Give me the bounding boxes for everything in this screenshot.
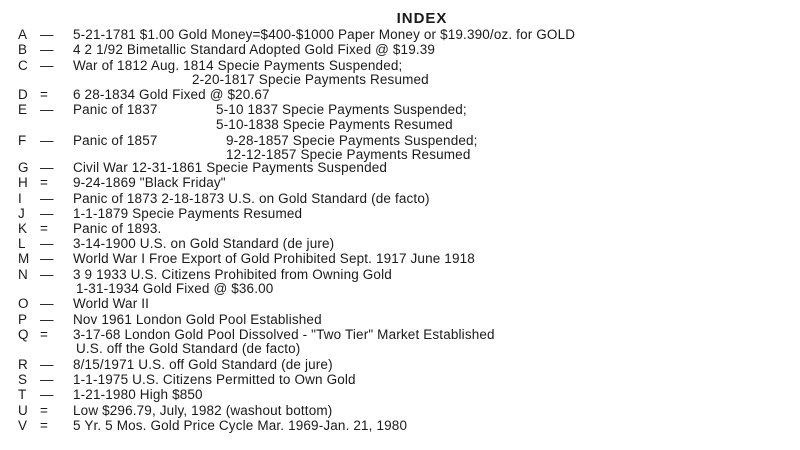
entry-letter: J xyxy=(18,206,25,221)
entry-dash: = xyxy=(40,418,49,433)
entry-dash: — xyxy=(40,206,54,221)
entry-dash: — xyxy=(40,251,54,266)
entry-letter: O xyxy=(18,296,29,311)
entry-dash: = xyxy=(40,221,49,236)
entry-letter: Q xyxy=(18,327,29,342)
entry-text: 8/15/1971 U.S. off Gold Standard (de jure) xyxy=(73,357,333,372)
entry-dash: = xyxy=(40,327,49,342)
entry-dash: — xyxy=(40,357,54,372)
entry-dash: — xyxy=(40,102,54,117)
entry-text: War of 1812 Aug. 1814 Specie Payments Suspended; xyxy=(73,58,403,73)
entry-letter: F xyxy=(18,133,27,148)
entry-text: World War II xyxy=(73,296,150,311)
entry-letter: H xyxy=(18,175,28,190)
entry-text: 4 2 1/92 Bimetallic Standard Adopted Gold Fixed @ $19.39 xyxy=(73,42,436,57)
entry-letter: N xyxy=(18,267,28,282)
entry-text: 2-20-1817 Specie Payments Resumed xyxy=(192,72,429,87)
entry-text-detail: 9-28-1857 Specie Payments Suspended; xyxy=(226,133,478,148)
entry-dash: — xyxy=(40,133,54,148)
entry-text: 3-14-1900 U.S. on Gold Standard (de jure) xyxy=(73,236,335,251)
entry-letter: E xyxy=(18,102,28,117)
entry-text: 12-12-1857 Specie Payments Resumed xyxy=(226,147,471,162)
entry-text: 1-1-1879 Specie Payments Resumed xyxy=(73,206,303,221)
entry-text: 1-31-1934 Gold Fixed @ $36.00 xyxy=(76,281,274,296)
entry-letter: C xyxy=(18,58,28,73)
entry-text: Nov 1961 London Gold Pool Established xyxy=(73,312,322,327)
entry-dash: — xyxy=(40,27,54,42)
entry-text: Panic of 1873 2-18-1873 U.S. on Gold Standard (de facto) xyxy=(73,191,430,206)
entry-letter: M xyxy=(18,251,30,266)
entry-text: 5-10-1838 Specie Payments Resumed xyxy=(216,117,453,132)
entry-letter: R xyxy=(18,357,28,372)
entry-text: 3-17-68 London Gold Pool Dissolved - "Two Tier" Market Established xyxy=(73,327,495,342)
entry-text-detail: 5-10 1837 Specie Payments Suspended; xyxy=(216,102,467,117)
entry-dash: — xyxy=(40,42,54,57)
entry-dash: — xyxy=(40,160,54,175)
entry-text: Panic of 1893. xyxy=(73,221,162,236)
entry-letter: S xyxy=(18,372,28,387)
entry-text: 5-21-1781 $1.00 Gold Money=$400-$1000 Paper Money or $19.390/oz. for GOLD xyxy=(73,27,576,42)
entry-dash: = xyxy=(40,403,49,418)
entry-dash: = xyxy=(40,87,49,102)
entry-letter: T xyxy=(18,387,27,402)
index-title: INDEX xyxy=(396,10,448,27)
entry-dash: — xyxy=(40,312,54,327)
entry-dash: — xyxy=(40,267,54,282)
entry-letter: V xyxy=(18,418,28,433)
entry-text: World War I Froe Export of Gold Prohibited Sept. 1917 June 1918 xyxy=(73,251,475,266)
entry-text: Low $296.79, July, 1982 (washout bottom) xyxy=(73,403,333,418)
entry-dash: — xyxy=(40,296,54,311)
entry-text: Panic of 1857 xyxy=(73,133,158,148)
entry-text: 5 Yr. 5 Mos. Gold Price Cycle Mar. 1969-Jan. 21, 1980 xyxy=(73,418,408,433)
entry-dash: — xyxy=(40,191,54,206)
entry-text: 6 28-1834 Gold Fixed @ $20.67 xyxy=(73,87,270,102)
entry-text: Panic of 1837 xyxy=(73,102,158,117)
entry-letter: I xyxy=(18,191,22,206)
entry-letter: G xyxy=(18,160,29,175)
entry-letter: D xyxy=(18,87,28,102)
entry-letter: B xyxy=(18,42,28,57)
entry-letter: K xyxy=(18,221,28,236)
entry-dash: — xyxy=(40,58,54,73)
entry-text: U.S. off the Gold Standard (de facto) xyxy=(76,341,301,356)
entry-letter: A xyxy=(18,27,28,42)
entry-dash: — xyxy=(40,387,54,402)
entry-text: 1-1-1975 U.S. Citizens Permitted to Own Gold xyxy=(73,372,356,387)
entry-letter: L xyxy=(18,236,26,251)
entry-letter: U xyxy=(18,403,28,418)
entry-letter: P xyxy=(18,312,28,327)
entry-text: 1-21-1980 High $850 xyxy=(73,387,203,402)
entry-text: 9-24-1869 "Black Friday" xyxy=(73,175,226,190)
entry-dash: — xyxy=(40,372,54,387)
entry-text: 3 9 1933 U.S. Citizens Prohibited from Owning Gold xyxy=(73,267,392,282)
entry-dash: = xyxy=(40,175,49,190)
entry-dash: — xyxy=(40,236,54,251)
entry-text: Civil War 12-31-1861 Specie Payments Suspended xyxy=(73,160,388,175)
